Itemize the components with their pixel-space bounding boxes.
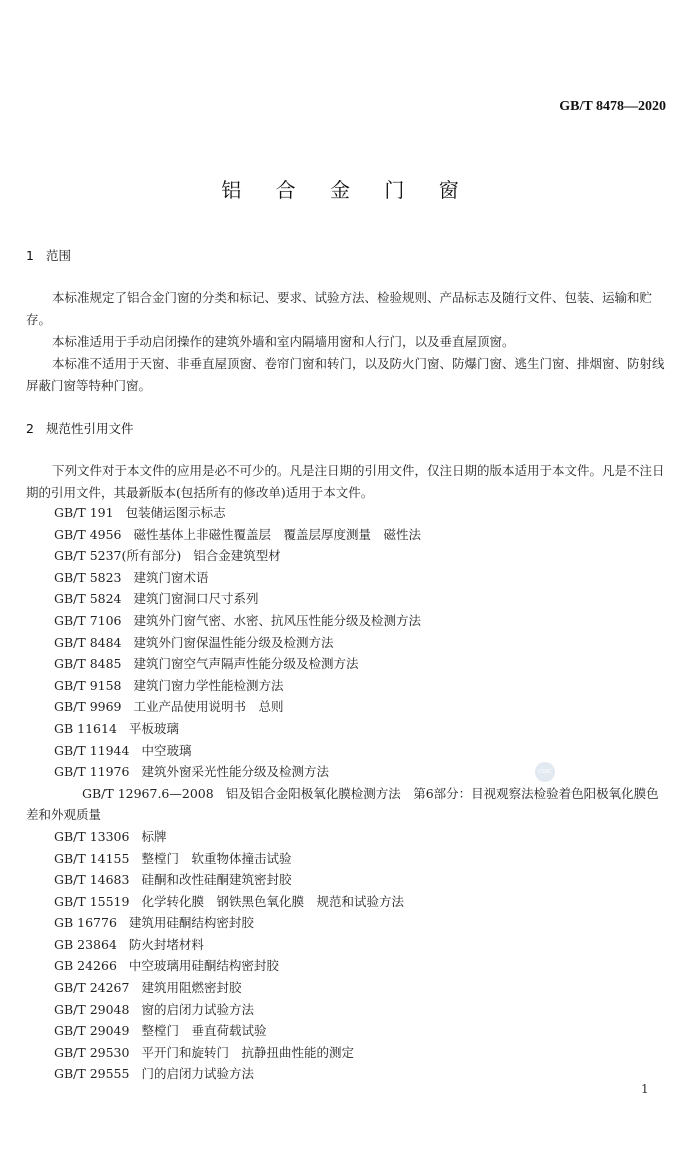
section-1-number: 1 — [26, 248, 34, 263]
reference-code: GB/T 11976 — [54, 764, 130, 780]
scope-paragraph-3: 本标准不适用于天窗、非垂直屋顶窗、卷帘门窗和转门，以及防火门窗、防爆门窗、逃生门窗、排烟窗、防射线屏蔽门窗等特种门窗。 — [26, 356, 665, 393]
reference-title: 平开门和旋转门 抗静扭曲性能的测定 — [141, 1044, 354, 1060]
reference-code: GB/T 29530 — [54, 1044, 130, 1060]
reference-item — [54, 524, 666, 546]
reference-code: GB/T 191 — [54, 505, 114, 520]
reference-item — [54, 1063, 666, 1085]
reference-title: 包装储运图示标志 — [125, 505, 226, 520]
reference-title: 建筑外门窗保温性能分级及检测方法 — [133, 634, 334, 650]
reference-title: 建筑外窗采光性能分级及检测方法 — [141, 764, 329, 780]
reference-item — [54, 718, 666, 740]
reference-code: GB/T 14155 — [54, 850, 130, 866]
document-title: 铝 合 金 门 窗 — [221, 178, 473, 202]
reference-item — [54, 977, 666, 999]
reference-code: GB 16776 — [54, 915, 117, 931]
reference-title: 平板玻璃 — [128, 720, 179, 736]
reference-title: 中空玻璃 — [141, 742, 192, 758]
reference-item — [54, 567, 666, 589]
reference-title: 防火封堵材料 — [128, 936, 204, 952]
reference-title: 中空玻璃用硅酮结构密封胶 — [128, 958, 279, 974]
scope-paragraph-2: 本标准适用于手动启闭操作的建筑外墙和室内隔墙用窗和人行门，以及垂直屋顶窗。 — [52, 334, 515, 349]
reference-item — [54, 955, 666, 977]
reference-code: GB/T 14683 — [54, 872, 130, 888]
reference-code: GB/T 4956 — [54, 526, 122, 542]
reference-code: GB/T 5823 — [54, 569, 122, 585]
reference-code: GB/T 15519 — [54, 893, 130, 909]
scope-paragraph-1: 本标准规定了铝合金门窗的分类和标记、要求、试验方法、检验规则、产品标志及随行文件、包装、运输和贮存。 — [26, 290, 653, 327]
reference-code: GB/T 7106 — [54, 612, 122, 628]
reference-item — [54, 632, 666, 654]
reference-item — [54, 696, 666, 718]
reference-code: GB/T 5824 — [54, 591, 122, 607]
reference-title: 窗的启闭力试验方法 — [141, 1001, 254, 1017]
reference-item — [54, 1020, 666, 1042]
normative-intro-paragraph: 下列文件对于本文件的应用是必不可少的。凡是注日期的引用文件，仅注日期的版本适用于本文件。凡是不注日期的引用文件，其最新版本(包括所有的修改单)适用于本文件。 — [26, 463, 665, 500]
reference-item — [54, 826, 666, 848]
reference-item — [54, 869, 666, 891]
reference-title: 建筑用阻燃密封胶 — [141, 980, 242, 996]
watermark-stamp: CSRC — [535, 762, 555, 782]
reference-title: 工业产品使用说明书 总则 — [133, 699, 284, 715]
reference-item — [54, 610, 666, 632]
reference-code: GB/T 9158 — [54, 677, 122, 693]
reference-code: GB/T 29555 — [54, 1066, 130, 1082]
standard-code: GB/T 8478—2020 — [559, 99, 666, 114]
reference-code: GB/T 12967.6—2008 — [82, 785, 214, 801]
reference-item — [54, 740, 666, 762]
reference-code: GB/T 24267 — [54, 980, 130, 996]
reference-code: GB/T 13306 — [54, 828, 130, 844]
reference-item — [54, 848, 666, 870]
page-number: 1 — [641, 1082, 649, 1096]
section-2-number: 2 — [26, 421, 34, 436]
reference-title: 建筑门窗术语 — [133, 569, 209, 585]
reference-code: GB/T 8485 — [54, 656, 122, 672]
reference-code: GB/T 8484 — [54, 634, 122, 650]
reference-title: 建筑外门窗气密、水密、抗风压性能分级及检测方法 — [133, 612, 422, 628]
reference-code: GB/T 11944 — [54, 742, 130, 758]
reference-title: 硅酮和改性硅酮建筑密封胶 — [141, 872, 292, 888]
reference-title: 化学转化膜 钢铁黑色氧化膜 规范和试验方法 — [141, 893, 404, 909]
reference-code: GB 23864 — [54, 936, 117, 952]
reference-item — [54, 891, 666, 913]
reference-item — [54, 675, 666, 697]
reference-title: 标牌 — [141, 828, 167, 844]
reference-title: 建筑门窗洞口尺寸系列 — [133, 591, 259, 607]
reference-item — [54, 999, 666, 1021]
reference-title: 整樘门 软重物体撞击试验 — [141, 850, 292, 866]
reference-code: GB/T 29049 — [54, 1023, 130, 1039]
reference-item — [26, 783, 666, 826]
reference-title: 铝合金建筑型材 — [193, 548, 281, 564]
reference-code: GB/T 29048 — [54, 1001, 130, 1017]
reference-item — [54, 502, 666, 524]
reference-item — [54, 545, 666, 567]
reference-title: 建筑门窗空气声隔声性能分级及检测方法 — [133, 656, 359, 672]
reference-title: 铝及铝合金阳极氧化膜检测方法 第6部分：目视观察法检验着色阳极氧化膜色差和外观质量 — [26, 785, 659, 823]
reference-item — [54, 934, 666, 956]
reference-item — [54, 761, 666, 783]
reference-code: GB/T 9969 — [54, 699, 122, 715]
reference-item — [54, 912, 666, 934]
section-2-heading — [26, 419, 134, 437]
section-2-title: 规范性引用文件 — [46, 421, 134, 436]
reference-code: GB/T 5237(所有部分) — [54, 548, 182, 564]
section-1-heading — [26, 246, 71, 264]
reference-title: 建筑门窗力学性能检测方法 — [133, 677, 284, 693]
reference-item — [54, 1042, 666, 1064]
reference-title: 门的启闭力试验方法 — [141, 1066, 254, 1082]
reference-list — [26, 502, 666, 1085]
reference-title: 建筑用硅酮结构密封胶 — [128, 915, 254, 931]
reference-item — [54, 653, 666, 675]
section-1-title: 范围 — [46, 248, 72, 263]
reference-title: 整樘门 垂直荷载试验 — [141, 1023, 267, 1039]
reference-title: 磁性基体上非磁性覆盖层 覆盖层厚度测量 磁性法 — [133, 526, 422, 542]
reference-code: GB 24266 — [54, 958, 117, 974]
reference-item — [54, 588, 666, 610]
reference-code: GB 11614 — [54, 720, 117, 736]
